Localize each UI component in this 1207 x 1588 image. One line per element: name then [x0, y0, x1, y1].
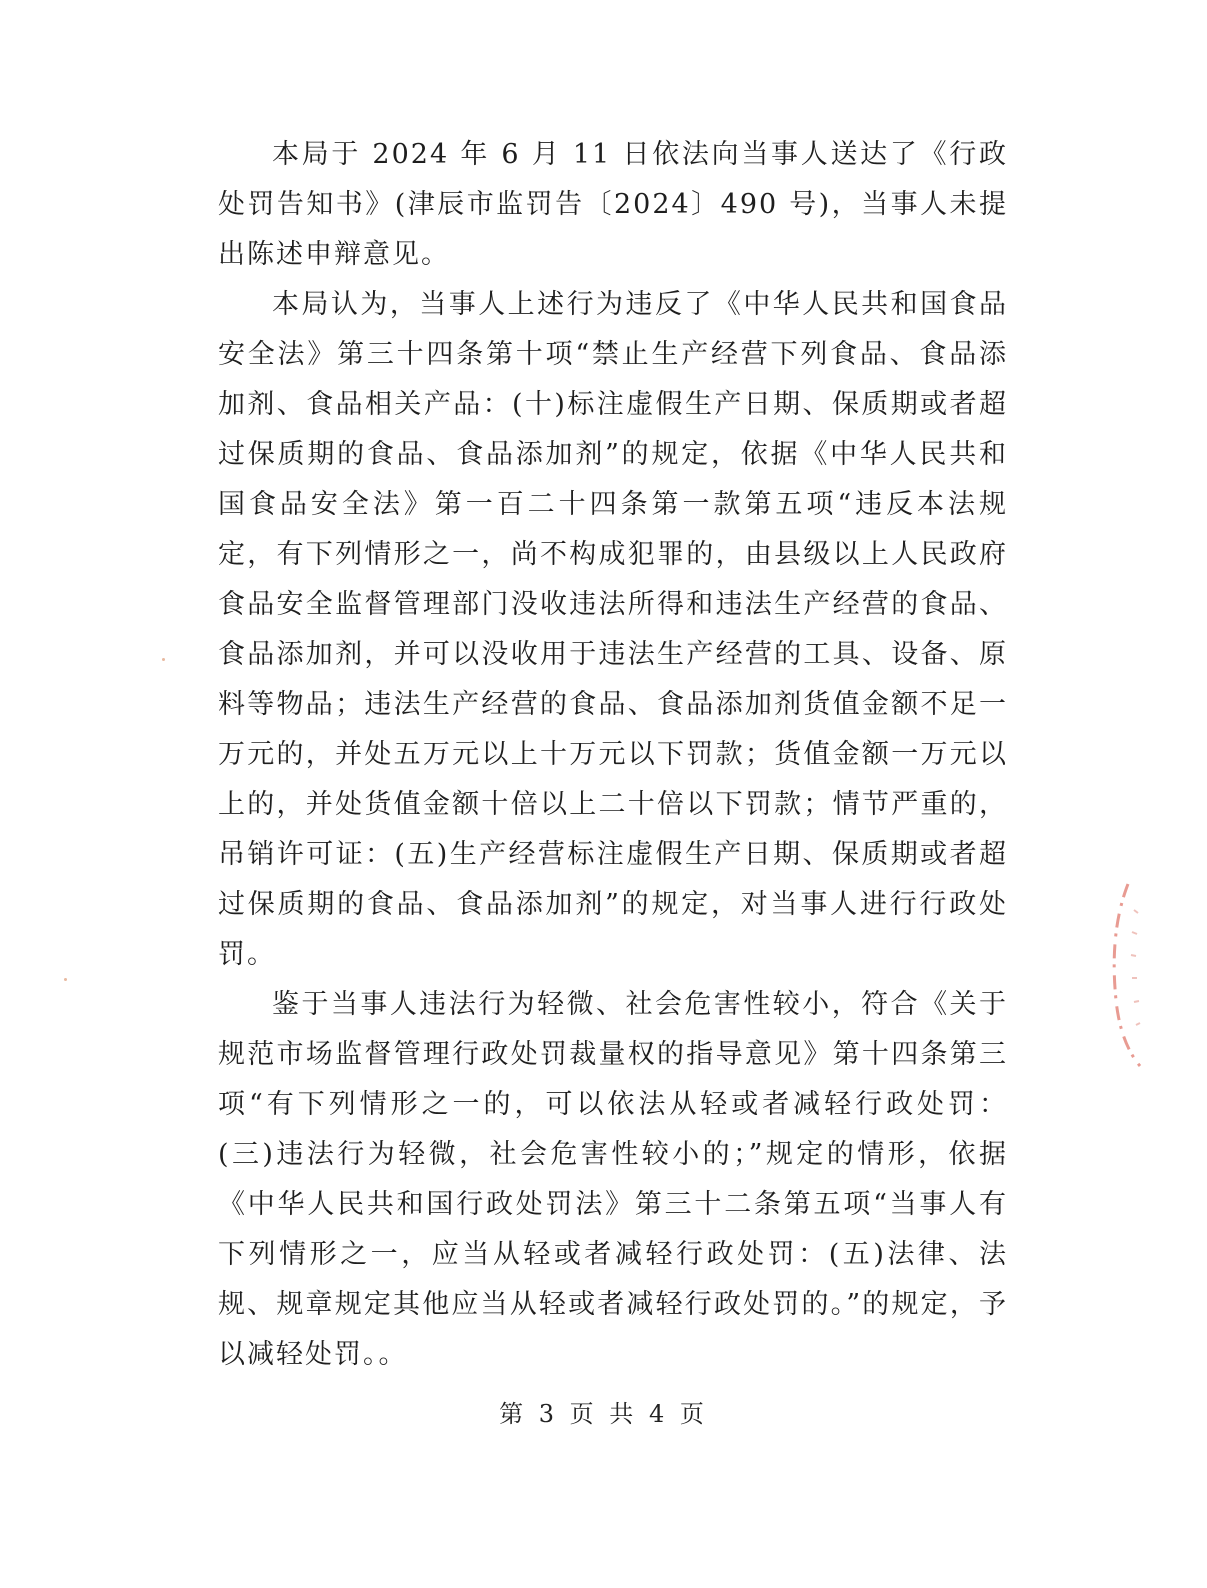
paragraph-mitigation: 鉴于当事人违法行为轻微、社会危害性较小，符合《关于规范市场监督管理行政处罚裁量权的指导意见》第十四条第三项“有下列情形之一的，可以依法从轻或者减轻行政处罚：(三)违法行为轻微，社会危害性较小的；”规定的情形，依据《中华人民共和国行政处罚法》第三十二条第五项“当事人有下列情形之一，应当从轻或者减轻行政处罚：(五)法律、法规、规章规定其他应当从轻或者减轻行政处罚的。”的规定，予以减轻处罚。。 — [218, 989, 1008, 1370]
paragraph-legal-basis: 本局认为，当事人上述行为违反了《中华人民共和国食品安全法》第三十四条第十项“禁止生产经营下列食品、食品添加剂、食品相关产品：(十)标注虚假生产日期、保质期或者超过保质期的食品、食品添加剂”的规定，依据《中华人民共和国食品安全法》第一百二十四条第一款第五项“违反本法规定，有下列情形之一，尚不构成犯罪的，由县级以上人民政府食品安全监督管理部门没收违法所得和违法生产经营的食品、食品添加剂，并可以没收用于违法生产经营的工具、设备、原料等物品；违法生产经营的食品、食品添加剂货值金额不足一万元的，并处五万元以上十万元以下罚款；货值金额一万元以上的，并处货值金额十倍以上二十倍以下罚款；情节严重的，吊销许可证：(五)生产经营标注虚假生产日期、保质期或者超过保质期的食品、食品添加剂”的规定，对当事人进行行政处罚。 — [218, 289, 1008, 970]
seal-stamp-edge-icon — [1106, 880, 1146, 1070]
document-body — [218, 130, 1008, 1380]
scan-speck — [162, 658, 165, 661]
scan-speck — [64, 978, 67, 981]
page-number-footer: 第 3 页 共 4 页 — [499, 1400, 708, 1428]
paragraph-notice-delivery: 本局于 2024 年 6 月 11 日依法向当事人送达了《行政处罚告知书》(津辰市监罚告〔2024〕490 号)，当事人未提出陈述申辩意见。 — [218, 139, 1008, 270]
